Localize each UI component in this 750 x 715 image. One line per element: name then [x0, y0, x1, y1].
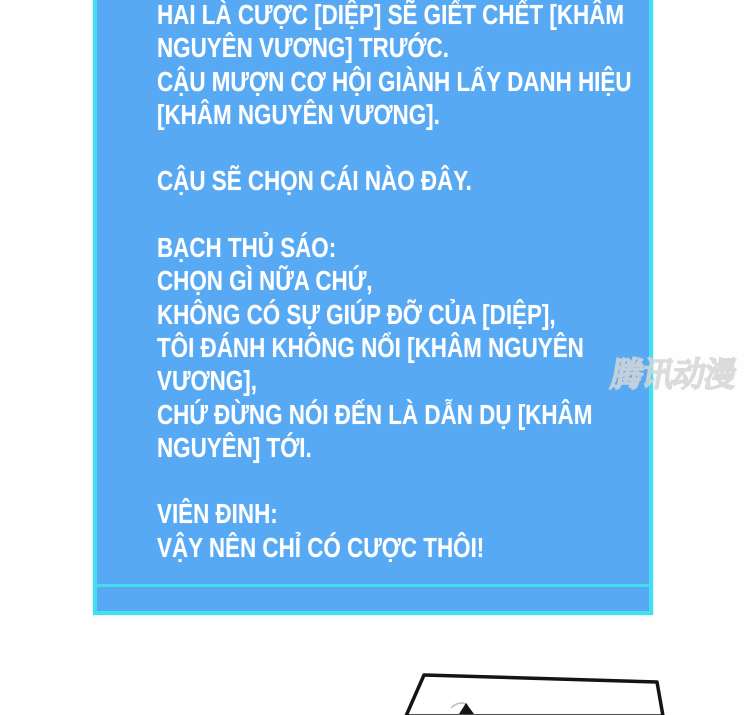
- dialogue-line: KHÔNG CÓ SỰ GIÚP ĐỠ CỦA [DIỆP],: [157, 298, 556, 330]
- dialogue-line: NGUYÊN] TỚI.: [157, 431, 312, 463]
- dialogue-text: [157, 0, 632, 564]
- speech-panel: [93, 0, 653, 615]
- dialogue-line: [KHÂM NGUYÊN VƯƠNG].: [157, 98, 440, 130]
- dialogue-line: TÔI ĐÁNH KHÔNG NỔI [KHÂM NGUYÊN: [157, 331, 584, 363]
- dialogue-line: CẬU SẼ CHỌN CÁI NÀO ĐÂY.: [157, 165, 472, 197]
- bubble-outline: [406, 675, 663, 715]
- dialogue-line: NGUYÊN VƯƠNG] TRƯỚC.: [157, 32, 449, 64]
- dialogue-line: BẠCH THỦ SÁO:: [157, 232, 337, 264]
- dialogue-line: [157, 464, 632, 497]
- tencent-comics-watermark: 腾讯动漫: [607, 354, 739, 395]
- dialogue-line: VƯƠNG],: [157, 365, 257, 397]
- dialogue-line: [157, 131, 632, 164]
- panel-divider: [97, 584, 649, 587]
- dialogue-line: [157, 198, 632, 231]
- dialogue-line: VIÊN ĐINH:: [157, 498, 278, 530]
- bubble-inner-triangle: [459, 703, 474, 714]
- dialogue-line: CHỨ ĐỪNG NÓI ĐẾN LÀ DẪN DỤ [KHÂM: [157, 398, 593, 430]
- dialogue-line: CHỌN GÌ NỮA CHỨ,: [157, 265, 373, 297]
- dialogue-line: HAI LÀ CƯỢC [DIỆP] SẼ GIẾT CHẾT [KHÂM: [157, 0, 625, 30]
- dialogue-line: VẬY NÊN CHỈ CÓ CƯỢC THÔI!: [157, 531, 485, 563]
- bubble-inner-curve: [451, 703, 468, 708]
- dialogue-line: CẬU MƯỢN CƠ HỘI GIÀNH LẤY DANH HIỆU: [157, 65, 632, 97]
